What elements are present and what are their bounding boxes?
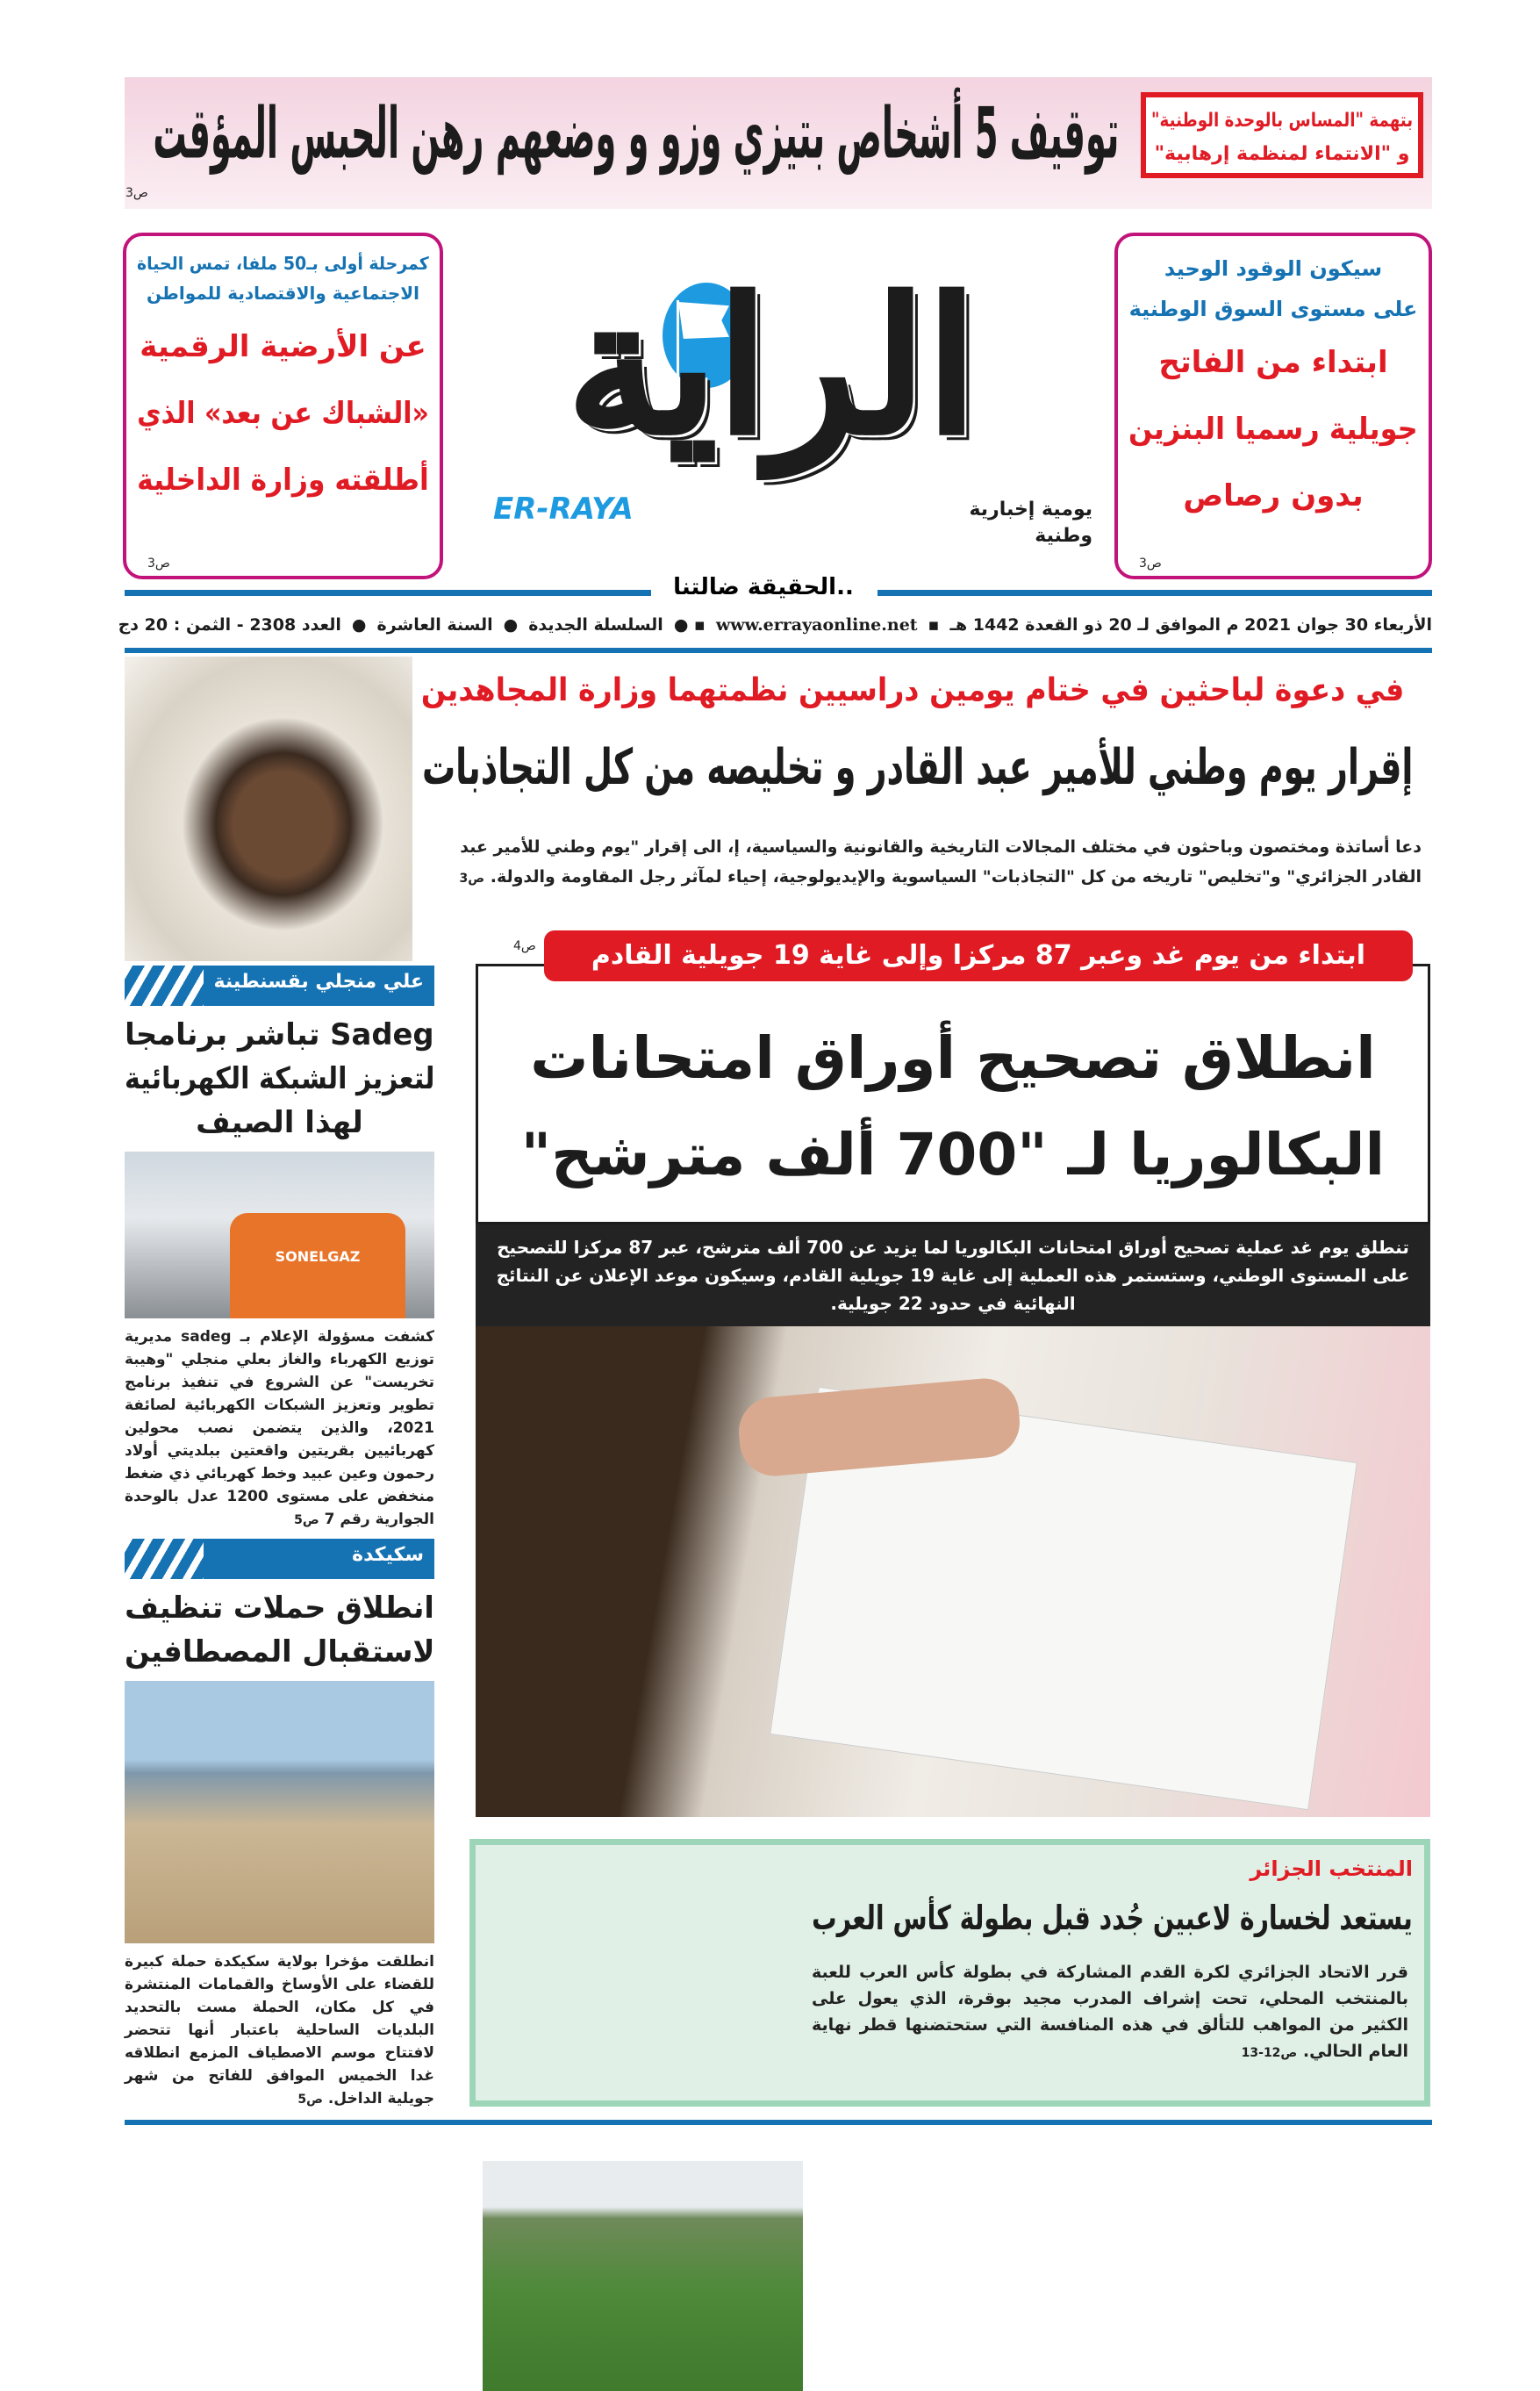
exam-papers-photo <box>476 1326 1430 1817</box>
masthead-logo[interactable]: الراية <box>567 258 978 475</box>
headline-text: «الشباك عن بعد» الذي <box>137 396 429 431</box>
kicker-text: سيكون الوقود الوحيد <box>1164 256 1383 281</box>
headline-line <box>125 1013 434 1057</box>
sonelgaz-sign: SONELGAZ <box>230 1213 405 1318</box>
kicker-line <box>1151 138 1413 171</box>
page-ref: ص3 <box>147 556 170 571</box>
separator: ● <box>351 615 367 635</box>
kicker-line <box>1151 104 1413 138</box>
headline-line <box>125 1057 434 1101</box>
top-headline-text: توقيف 5 أشخاص بتيزي وزو و وضعهم رهن الحبس المؤقت <box>153 90 1119 175</box>
emir-headline[interactable] <box>421 729 1413 808</box>
separator: ● <box>503 615 519 635</box>
kicker-text: و "الانتماء لمنظمة إرهابية" <box>1154 143 1410 165</box>
headline-line <box>1128 396 1418 463</box>
headline-text: أطلقته وزارة الداخلية <box>137 463 429 498</box>
headline-line <box>125 1586 434 1630</box>
headline-text: انطلاق تصحيح أوراق امتحانات <box>530 1024 1376 1092</box>
headline-text: البكالوريا لـ "700 ألف مترشح" <box>520 1121 1386 1188</box>
page-ref: ص3 <box>459 872 485 886</box>
headline-line <box>137 380 429 447</box>
headline-line <box>1128 329 1418 396</box>
separator: ▪ ● <box>673 615 706 635</box>
kicker-line <box>1128 289 1418 329</box>
headline-line <box>1128 463 1418 529</box>
page-ref: ص3 <box>1139 556 1162 571</box>
national-team-training-photo <box>483 2161 803 2391</box>
kicker-text: الاجتماعية والاقتصادية للمواطن <box>147 283 419 304</box>
headline-text: بدون رصاص <box>1183 478 1364 513</box>
emir-kicker <box>421 669 1404 713</box>
headline-text: انطلاق حملات تنظيف <box>125 1590 434 1626</box>
headline-text: جويلية رسميا البنزين <box>1128 412 1418 447</box>
bac-lead: تنطلق يوم غد عملية تصحيح أوراق امتحانات البكالوريا لما يزيد عن 700 ألف مترشح، عبر 87 مركزا للتصحيح على المستوى الوطني، وستستمر هذه العملية إلى غاية 19 جويلية القادم، وسيكون موعد الإعلان عن النتائج النهائية في حدود 22 جويلية. <box>476 1224 1430 1326</box>
body-text: قرر الاتحاد الجزائري لكرة القدم المشاركة في بطولة كأس العرب للعبة بالمنتخب المحلي، تحت إشراف المدرب مجيد بوقرة، الذي يعول على الكثير من المواهب للتألق في هذه المنافسة التي ستحتضنها قطر نهاية العام الحالي. <box>812 1963 1408 2061</box>
page-ref: ص3 <box>125 186 148 200</box>
slogan: ..الحقيقة ضالتنا <box>673 574 854 600</box>
divider <box>125 590 651 596</box>
emir-body <box>430 832 1422 894</box>
bottom-divider <box>125 2120 1432 2125</box>
kicker-line <box>137 278 429 308</box>
page-ref: ص5 <box>294 1513 319 1527</box>
bac-lead-and-photo <box>476 1224 1430 1817</box>
year: السنة العاشرة <box>376 615 493 635</box>
sonelgaz-body <box>125 1325 434 1532</box>
bac-headline-box[interactable] <box>476 964 1430 1224</box>
headline-text: لتعزيز الشبكة الكهربائية <box>124 1061 434 1096</box>
page-ref: ص4 <box>513 939 536 953</box>
sports-section: المنتخب الجزائر <box>1250 1856 1413 1881</box>
sports-body <box>812 1959 1408 2066</box>
kicker-line <box>1128 248 1418 289</box>
skikda-body <box>125 1950 434 2111</box>
sports-headline-text: يستعد لخسارة لاعبين جُدد قبل بطولة كأس العرب <box>812 1899 1413 1937</box>
sonelgaz-building-photo <box>125 1152 434 1318</box>
section-bar-constantine <box>125 966 434 1006</box>
emir-headline-text: إقرار يوم وطني للأمير عبد القادر و تخليصه من كل التجاذبات <box>421 739 1413 796</box>
headline-text: ابتداء من الفاتح <box>1158 345 1388 380</box>
page-ref: ص12-13 <box>1241 2046 1298 2060</box>
issue-date: الأربعاء 30 جوان 2021 م الموافق لـ 20 ذو القعدة 1442 هـ <box>949 615 1432 635</box>
website-link[interactable]: www.errayaonline.net <box>715 615 918 635</box>
body-text: دعا أساتذة ومختصون وباحثون في مختلف المجالات التاريخية والقانونية والسياسية، إ، الى إقرار "يوم وطني للأمير عبد القادر الجزائري" و"تخليص" تاريخه من كل "التجاذبات" السياسوية والإيديولوجية، إحياء لمآثر رجل المقاومة والدولة. <box>460 837 1422 887</box>
headline-text: عن الأرضية الرقمية <box>140 329 426 364</box>
dateline <box>118 613 1432 637</box>
series: السلسلة الجديدة <box>528 615 663 635</box>
bac-kicker-text: ابتداء من يوم غد وعبر 87 مركزا وإلى غاية 19 جويلية القادم <box>591 940 1366 971</box>
headline-line <box>125 1630 434 1674</box>
sonelgaz-headline[interactable] <box>125 1013 434 1145</box>
issue-price: العدد 2308 - الثمن : 20 دج <box>118 615 341 635</box>
body-text: انطلقت مؤخرا بولاية سكيكدة حملة كبيرة للقضاء على الأوساخ والقمامات المنتشرة في كل مكان، الحملة مست بالتحديد البلديات الساحلية باعتبار أنها تتحضر لافتتاح موسم الاصطياف المزمع انطلاقه غدا الخميس الموافق للفاتح من شهر جويلية الداخل. <box>125 1953 434 2107</box>
section-label: سكيكدة <box>352 1544 424 1566</box>
divider <box>877 590 1432 596</box>
section-bar-skikda <box>125 1539 434 1579</box>
emir-kicker-text: في دعوة لباحثين في ختام يومين دراسيين نظمتهما وزارة المجاهدين <box>420 672 1404 708</box>
headline-line <box>496 1107 1410 1203</box>
masthead-latin-name: ER-RAYA <box>493 492 634 527</box>
headline-text: لهذا الصيف <box>196 1105 363 1140</box>
bac-kicker-pill <box>544 930 1413 981</box>
kicker-text: كمرحلة أولى بـ50 ملفا، تمس الحياة <box>137 253 429 274</box>
left-teaser-box[interactable] <box>123 233 443 579</box>
kicker-text: بتهمة "المساس بالوحدة الوطنية" <box>1150 110 1413 132</box>
kicker-text: على مستوى السوق الوطنية <box>1128 297 1418 321</box>
headline-line <box>496 1010 1410 1107</box>
body-text: كشفت مسؤولة الإعلام بـ sadeg مديرية توزيع الكهرباء والغاز بعلي منجلي "وهيبة تخريست" عن الشروع في تنفيذ برنامج تطوير وتعزيز الشبكات الكهربائية لصائفة 2021، والذين يتضمن نصب محولين كهربائيين بقريتين واقعتين ببلديتي أولاد رحمون وعين عبيد وخط كهربائي ذي ضغط منخفض على مستوى 1200 عدل بالوحدة الجوارية رقم 7 <box>125 1328 435 1528</box>
section-label: علي منجلي بقسنطينة <box>213 971 424 993</box>
headline-line <box>137 447 429 513</box>
left-column <box>125 966 434 2111</box>
headline-line <box>125 1101 434 1145</box>
headline-text: Sadeg تباشر برنامجا <box>125 1017 434 1052</box>
headline-line <box>137 313 429 380</box>
right-teaser-box[interactable] <box>1114 233 1432 579</box>
page-ref: ص5 <box>297 2093 323 2107</box>
top-headline[interactable] <box>154 88 1119 179</box>
headline-text: لاستقبال المصطافين <box>124 1634 434 1669</box>
beach-cleanup-photo <box>125 1681 434 1943</box>
top-banner-kicker-box <box>1141 92 1423 178</box>
separator: ▪ <box>928 615 940 635</box>
skikda-headline[interactable] <box>125 1586 434 1674</box>
kicker-line <box>137 248 429 278</box>
masthead-tagline: يومية إخبارية وطنية <box>969 499 1092 547</box>
divider <box>125 648 1432 653</box>
sports-headline[interactable] <box>812 1892 1413 1944</box>
